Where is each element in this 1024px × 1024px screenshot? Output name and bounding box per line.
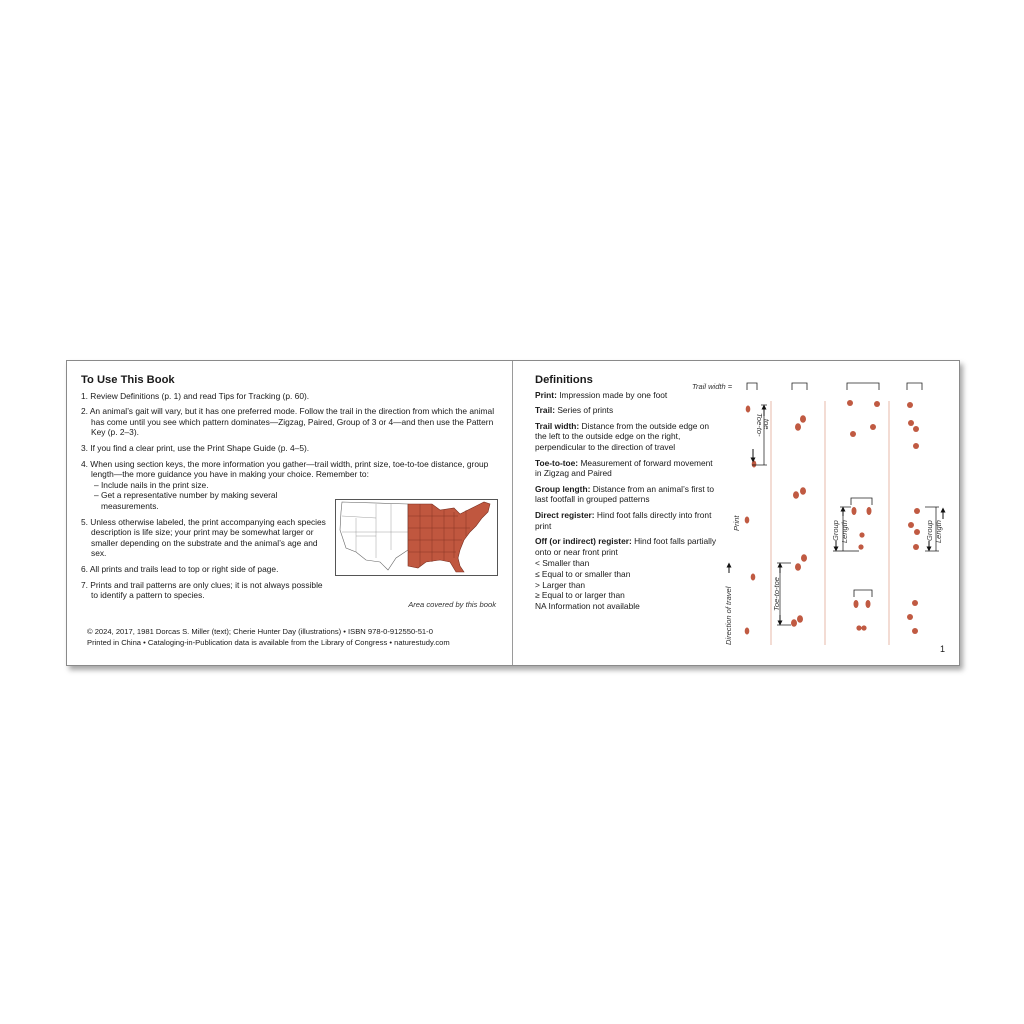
symbol-item: ≤ Equal to or smaller than (535, 568, 631, 579)
copyright-line: © 2024, 2017, 1981 Dorcas S. Miller (text); Cherie Hunter Day (illustrations) • ISBN 978-0-912550-51-0 (87, 627, 433, 636)
print-mark (874, 401, 880, 407)
symbol-item: < Smaller than (535, 558, 590, 569)
length-label: Length (840, 520, 849, 543)
instruction-item: 5. Unless otherwise labeled, the print accompanying each species description is life size; your print may be somewhat larger or smaller depending on the substrate and the animal’s age and sex. (81, 516, 326, 559)
definition-item: Toe-to-toe: Measurement of forward movement in Zigzag and Paired (535, 457, 713, 479)
print-mark (852, 507, 857, 515)
print-mark (746, 406, 751, 413)
print-mark (914, 529, 920, 535)
group-label: Group (925, 520, 934, 541)
group-bracket (854, 590, 872, 597)
definition-item: Trail width: Distance from the outside edge on the left to the outside edge on the right, perpendicular to the direction of travel (535, 420, 710, 452)
trail-width-bracket (792, 383, 807, 390)
print-mark (745, 628, 750, 635)
instruction-item: 3. If you find a clear print, use the Print Shape Guide (p. 4–5). (81, 442, 310, 453)
print-mark (800, 487, 806, 495)
toe-to-toe-label: Toe-to-toe (772, 577, 781, 611)
map-caption: Area covered by this book (408, 600, 496, 609)
definition-item: Print: Impression made by one foot (535, 389, 668, 400)
print-mark (907, 614, 913, 620)
print-mark (908, 522, 914, 528)
toe-to-toe-label-a: Toe-to- (755, 413, 764, 437)
book-spread (66, 360, 960, 666)
print-mark (791, 619, 797, 627)
instruction-item: 2. An animal’s gait will vary, but it has one preferred mode. Follow the trail in the direction from which the animal has come until you see which pattern dominates—Zigzag, Paired, Group of 3 or 4—and then use the Pattern Key (p. 2–3). (81, 406, 495, 438)
print-mark (800, 415, 806, 423)
print-mark (793, 491, 799, 499)
print-mark (795, 423, 801, 431)
print-mark (745, 517, 750, 524)
print-mark (913, 426, 919, 432)
page-number: 1 (940, 644, 946, 654)
print-mark (913, 544, 919, 550)
print-mark (751, 574, 756, 581)
print-mark (858, 544, 863, 549)
symbol-item: > Larger than (535, 579, 586, 590)
print-mark (912, 600, 918, 606)
copyright-line: Printed in China • Cataloging-in-Publication data is available from the Library of Congress • naturestudy.com (87, 637, 450, 647)
trail-width-label: Trail width = (692, 382, 733, 391)
definition-item: Direct register: Hind foot falls directly into front print (535, 509, 712, 531)
direction-of-travel-label: Direction of travel (724, 586, 733, 645)
length-label: Length (934, 520, 943, 543)
definition-item: Trail: Series of prints (535, 405, 614, 416)
print-mark (861, 625, 866, 630)
print-mark (912, 628, 918, 634)
print-mark (752, 461, 757, 468)
print-mark (856, 625, 861, 630)
print-mark (914, 508, 920, 514)
left-page-title: To Use This Book (81, 374, 175, 386)
print-mark (795, 563, 801, 571)
print-mark (867, 507, 872, 515)
print-mark (850, 431, 856, 437)
print-mark (854, 600, 859, 608)
print-mark (847, 400, 853, 406)
toe-to-toe-label-b: toe (762, 419, 771, 430)
definition-item: Group length: Distance from an animal’s first to last footfall in grouped patterns (535, 483, 715, 505)
definition-item: Off (or indirect) register: Hind foot falls partially onto or near front print (535, 536, 717, 557)
instruction-subitem: – Get a representative number by making several measurements. (94, 490, 278, 511)
print-mark (801, 554, 807, 562)
print-mark (913, 443, 919, 449)
print-label: Print (732, 515, 741, 531)
instruction-item: 4. When using section keys, the more information you gather—trail width, print size, toe-to-toe distance, group length—the more guidance you have in making your choice. Remember to: – Include nails in the print size. – Get a representative number by making several measurements. (81, 458, 489, 511)
group-label: Group (831, 520, 840, 541)
print-mark (907, 402, 913, 408)
instruction-item: 1. Review Definitions (p. 1) and read Tips for Tracking (p. 60). (81, 390, 310, 401)
instruction-subitem: – Include nails in the print size. (94, 479, 209, 490)
instruction-item: 6. All prints and trails lead to top or right side of page. (81, 563, 279, 574)
symbol-item: NA Information not available (535, 600, 640, 611)
trail-width-bracket (847, 383, 879, 390)
trail-width-bracket (747, 383, 757, 390)
instruction-item: 7. Prints and trail patterns are only clues; it is not always possible to identify a pattern to species. (81, 579, 323, 601)
symbol-item: ≥ Equal to or larger than (535, 590, 625, 601)
print-mark (870, 424, 876, 430)
trail-width-bracket (907, 383, 922, 390)
group-bracket (851, 498, 872, 505)
print-mark (797, 615, 803, 623)
print-mark (859, 532, 864, 537)
trail-diagrams (67, 361, 959, 665)
print-mark (908, 420, 914, 426)
print-mark (866, 600, 871, 608)
definitions-title: Definitions (535, 374, 593, 386)
